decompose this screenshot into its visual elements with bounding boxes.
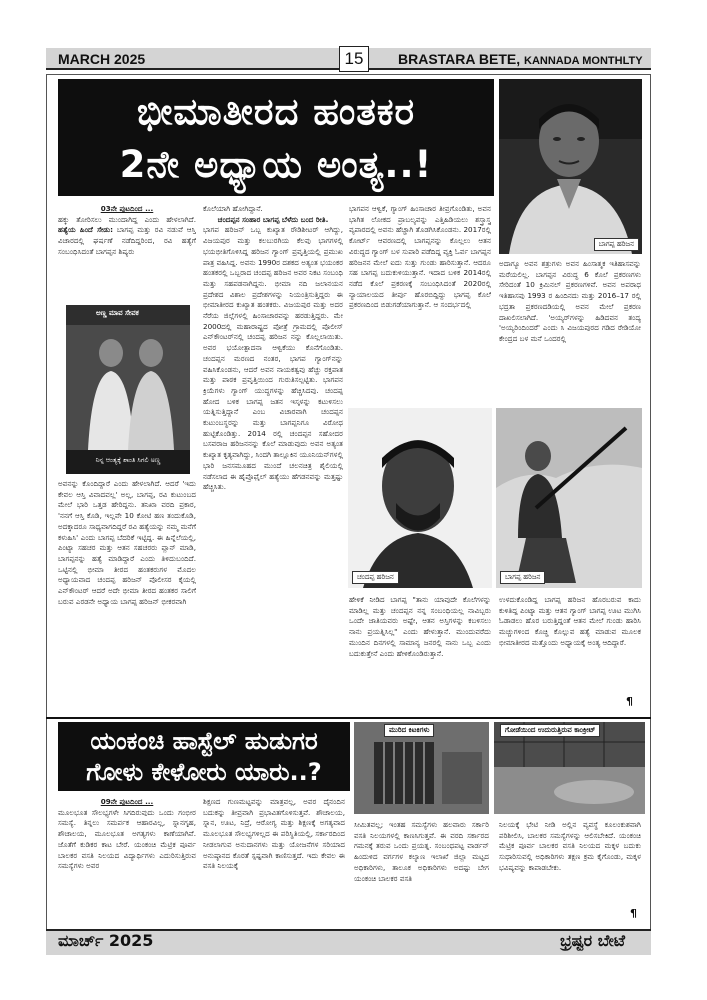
photo-bagappa-gun (496, 408, 642, 588)
hostel-photo1-caption: ಮುರಿದ ಕಿಟಕಿಗಳು (384, 724, 434, 737)
issue-date: MARCH 2025 (58, 51, 146, 67)
photo-chandappa-caption: ಚಂದಪ್ಪ ಹರಿಜನ (352, 571, 399, 584)
story1-end-mark: ¶ (626, 695, 633, 708)
story1-col4-bottom: ಉಳದುಕೊಂಡಿದ್ದ ಬಾಗಪ್ಪ ಹರಿಜನ ಹೊರಬರುವ ಕಾದು ಕುಳಿತಿದ್ದ ಪಿಂಟ್ಯಾ ಮತ್ತು ಆತನ ಗ್ಯಾಂಗ್ ಬಾಗಪ್ಪ ಊಟ ಮುಗಿಸಿ ಓಡಾಡಲು ಹೊರ ಬರುತ್ತಿದ್ದಂತೆ ಆತನ ಮೇಲೆ ಗುಂಡು ಹಾರಿಸಿ ಮಚ್ಚುಗಳಿಂದ ಕೊಚ್ಚಿ ಕೊಲ್ಲುವ ಹತ್ಯೆ ಮಾಡುವ ಮೂಲಕ ಭೀಮಾತೀರದ ಮತ್ತೊಂದು ಅಧ್ಯಾಯಕ್ಕೆ ಅಂತ್ಯ ಆದಿದ್ದಾರೆ. (499, 595, 641, 647)
hostel-photo-windows (354, 722, 489, 814)
story1-col2-intro: ಕೊಲೆಯಾಗಿ ಹೋಗಿದ್ದಾನೆ. (203, 204, 263, 213)
story1-col1-intro: ಹಕ್ಕು ತೋರಿಸಲು ಮುಂದಾಗಿದ್ದ ಎಂದು ಹೇಳಲಾಗಿದೆ. (58, 214, 196, 224)
magazine-subtitle: KANNADA MONTHLTY (524, 55, 643, 67)
hostel-photo2-caption: ಗೋಡೆಯಿಂದ ಉದುರುತ್ತಿರುವ ಕಾಂಕ್ರೀಟ್ (500, 724, 600, 737)
story1-headline-line1: ಭೀಮಾತೀರದ ಹಂತಕರ (136, 90, 416, 133)
inset-photo (66, 305, 190, 474)
photo-chandappa (348, 408, 492, 588)
portrait-image (499, 79, 642, 254)
story1-col2 (203, 204, 343, 715)
hostel-photo-wall (494, 722, 645, 814)
story1-col3-top: ಭಾಗಪನ ಆಳ್ವಿಕೆ, ಗ್ಯಾಂಗ್ ಹಿಂಸಾಚಾರ ತೀವ್ರಗೊಂಡಿತು, ಅವನ ಭಾಗಿತ ಲೋಕದ ಪ್ರಾಬಲ್ಯವನ್ನು ಎತ್ತಿಹಿಡಿಯಲು ಶಸ್ತ್ರಾಸ್ತ್ರ ವ್ಯಪಾರದಲ್ಲಿ ಅವನು ಹೆಚ್ಚಾಗಿ ತೊಡಗಿಸಿಕೊಂಡನು. 2017ರಲ್ಲಿ ಕೋರ್ಟ್ ಆವರಣದಲ್ಲಿ ಬಾಗಪ್ಪನನ್ನು ಕೊಲ್ಲಲು ಆತನ ವಿರುದ್ಧದ ಗ್ಯಾಂಗ್ ಬಳ ಸುಪಾರಿ ಪಡೆದಿದ್ದ ವ್ಯಕ್ತಿ ಓರ್ವ ಬಾಗಪ್ಪನ ಹರಿಜನನ ಮೇಲೆ ಐದು ಸುತ್ತು ಗುಂಡು ಹಾರಿಸುತ್ತಾನೆ. ಆದರೂ ಸಹ ಬಾಗಪ್ಪ ಬದುಕುಳಿಯುತ್ತಾನೆ. ಇದಾದ ಬಳಿಕ 2014ರಲ್ಲಿ ನಡೆದ ಕೊಲೆ ಪ್ರಕರಣಕ್ಕೆ ಸಂಬಂಧಿಸಿದಂತೆ 2020ರಲ್ಲಿ ನ್ಯಾಯಾಲಯದ ತೀರ್ಪು ಹೊರಬಿದ್ದಿದ್ದು ಭಾಗಪ್ಪ ಕೊಲೆ ಪ್ರಕರಣದಿಂದ ಬಿಡುಗಡೆಯಾಗುತ್ತಾನೆ. ಆ ಸಂದರ್ಭದಲ್ಲಿ (349, 204, 491, 310)
magazine-title: BRASTARA BETE, (398, 51, 521, 67)
story2-col1-body: ಮೂಲಭೂತ ಸೌಲಭ್ಯಗಳೇ ಸಿಗದಿರುವುದು ಒಂದು ಗಂಭೀರ ಸಮಸ್ಯೆ. ತಿನ್ನಲು ಸಮರ್ಪಕ ಆಹಾರವಿಲ್ಲ, ಸ್ನಾನಗೃಹ, ಶೌಚಾಲಯ, ಮೂಲಭೂತ ಅಗತ್ಯಗಳು ಕಾಣೆಯಾಗಿವೆ. ಜೊತೆಗೆ ಕುಡಿಕರ ಕಾಟ ಬೇರೆ. ಯಂಕಂಚಿ ಮೆಟ್ರಿಕ ಪೂರ್ವ ಬಾಲಕರ ವಸತಿ ನಿಲಯದ ವಿದ್ಯಾರ್ಥಿಗಳು ಎದುರಿಸುತ್ತಿರುವ ಸಮಸ್ಯೆಗಳು ಅವರ (58, 807, 196, 871)
inset-banner: ಅಣ್ಣ ಮಾವ ಸೇವಕ (96, 309, 139, 317)
story2-col3: ಸೀಮಿತವಲ್ಲ; ಇಂತಹ ಸಮಸ್ಯೆಗಳು ಹಲವಾರು ಸರ್ಕಾರಿ ವಸತಿ ನಿಲಯಗಳಲ್ಲಿ ಕಾಣಸಿಗುತ್ತವೆ. ಈ ವರದಿ ಸರ್ಕಾರದ ಗಮನಕ್ಕೆ ತರುವ ಒಂದು ಪ್ರಯತ್ನ. ಸಂಬಂಧಪಟ್ಟ ವಾರ್ಡನ್ ಹಿಂದುಳಿದ ವರ್ಗಗಳ ಕಲ್ಯಾಣ ಇಲಾಖೆ ಜಿಲ್ಲಾ ಮಟ್ಟದ ಅಧಿಕಾರಿಗಳು, ತಾಲೂಕ ಅಧಿಕಾರಿಗಳು ಅದಷ್ಟು ಬೇಗ ಯಂಕಂಚಿ ಬಾಲಕರ ವಸತಿ (354, 820, 489, 883)
story2-headline-line2: ಗೋಳು ಕೇಳೋರು ಯಾರು..? (86, 758, 322, 786)
story1-col3-bottom: ಹೇಳಿಕೆ ನೀಡಿದ ಬಾಗಪ್ಪ "ತಾನು ಯಾವುದೇ ಕೊಲೆಗಳನ್ನು ಮಾಡಿಲ್ಲ ಮತ್ತು ಚಂದಪ್ಪನ ನನ್ನ ಸಂಬಂಧಿಯಲ್ಲ ನಾವಿಬ್ಬರು ಒಂದೇ ಜಾತಿಯವರು ಅಷ್ಟೇ, ಆತನ ಅಸ್ತಿಗಳನ್ನು ಕಬಳಿಸಲು ನಾನು ಪ್ರಯತ್ನಿಸಿಲ್ಲ" ಎಂದು ಹೇಳುತ್ತಾನೆ. ಮುಂದುವರೆದು ಮುಂದಿನ ದಿನಗಳಲ್ಲಿ ಸಾಮಾನ್ಯ ಜನರಲ್ಲಿ ನಾನು ಒಬ್ಬ ಎಂದು ಬದುಕುತ್ತೇನೆ ಎಂದು ಹೇಳಿಕೊಂಡಿರುತ್ತಾನೆ. (349, 595, 491, 658)
chandappa-image (348, 408, 492, 588)
continued-from: 03ನೇ ಪುಟದಿಂದ ... (100, 204, 154, 213)
story1-subhead-revenge: ಹತ್ಯೆಯ ಹಿಂದೆ ಸೇಡು: (58, 225, 113, 235)
story2-col2: ಶಿಕ್ಷಣದ ಗುಣಮಟ್ಟವನ್ನು ಮಾತ್ರವಲ್ಲ, ಅವರ ದೈನಂದಿನ ಬದುಕನ್ನು ತೀವ್ರವಾಗಿ ಪ್ರಭಾವಿತಗೊಳಿಸುತ್ತವೆ. ಶೌಚಾಲಯ, ಸ್ನಾನ, ಊಟ, ನಿದ್ರೆ, ಆರೋಗ್ಯ ಮತ್ತು ಶಿಕ್ಷಣಕ್ಕೆ ಅಗತ್ಯವಾದ ಮೂಲಭೂತ ಸೌಲಭ್ಯಗಳಿಲ್ಲದ ಈ ಪರಿಸ್ಥಿತಿಯಲ್ಲಿ, ಸರ್ಕಾರದಿಂದ ನೀಡಲಾಗುವ ಅನುದಾನಗಳು ಮತ್ತು ಯೋಜನೆಗಳ ಸರಿಯಾದ ಅನುಷ್ಠಾನದ ಕೊರತೆ ಸ್ಪಷ್ಟವಾಗಿ ಕಾಣಿಸುತ್ತದೆ. ಇದು ಕೇವಲ ಈ ವಸತಿ ನಿಲಯಕ್ಕೆ (203, 797, 345, 871)
story1-col1-top (58, 204, 196, 308)
portrait-photo (499, 79, 642, 254)
story2-col1 (58, 797, 196, 927)
photo-bagappa-caption: ಬಾಗಪ್ಪ ಹರಿಜನ (500, 571, 545, 584)
story1-subhead-rise: ಚಂದಪ್ಪನ ಸಂಹಾರ ಬಾಗಪ್ಪ ಬೆಳೆದು ಬಂದ ರೀತಿ. (217, 214, 329, 224)
story2-col4: ನಿಲಯಕ್ಕೆ ಭೇಟಿ ನೀಡಿ ಅಲ್ಲಿನ ವ್ಯವಸ್ಥೆ ಕೂಲಂಕುಶವಾಗಿ ಪರಿಶೀಲಿಸಿ, ಬಾಲಕರ ಸಮಸ್ಯೆಗಳನ್ನು ಆಲಿಸಬೇಕಿದೆ. ಯಂಕಂಚಿ ಮೆಟ್ರಿಕ ಪೂರ್ವ ಬಾಲಕರ ವಸತಿ ನಿಲಯದ ಮಕ್ಕಳ ಬದುಕು ಸುಧಾರಿಸುವಲ್ಲಿ ಅಧಿಕಾರಿಗಳು ತಕ್ಷಣ ಕ್ರಮ ಕೈಗೊಂಡು, ಮಕ್ಕಳ ಭವಿಷ್ಯವನ್ನು ಕಾಪಾಡಬೇಕು. (499, 820, 641, 872)
story1-col2-body: ಭಾಗಪ ಹರಿಜನ್ ಒಬ್ಬ ಕುಖ್ಯಾತ ರೌಡಿಶೀಟರ್ ಆಗಿದ್ದು, ವಿಜಯಪುರ ಮತ್ತು ಕಲಬುರಗಿಯ ಕೆಲವು ಭಾಗಗಳಲ್ಲಿ ಭಯಭೀತಿಗೊಳಿಸಿದ್ದ ಹರಿಜನ ಗ್ಯಾಂಗ್ ಪ್ರವೃತ್ತಿಯಲ್ಲಿ ಪ್ರಮುಖ ಪಾತ್ರ ವಹಿಸಿದ್ದ. ಅವನು 1990ರ ದಶಕದ ಅತ್ಯಂತ ಭಯಂಕರ ಹಂತಕರಲ್ಲಿ ಒಬ್ಬರಾದ ಚಂದಪ್ಪ ಹರಿಜನ ಅವರ ನಿಕಟ ಸಂಬಂಧಿ ಮತ್ತು ಸಹಪಡನಾಗಿದ್ದನು. ಭೀಮಾ ನದಿ ಜಲಾನಯನ ಪ್ರದೇಶದ ವಿಶಾಲ ಪ್ರದೇಶಗಳನ್ನು ನಿಯಂತ್ರಿಸುತ್ತಿದ್ದರು ಈ ಭೀಮಾತೀರದ ಕುಖ್ಯಾತ ಹಂತಕರು. ವಿಜಯಪುರ ಮತ್ತು ಅದರ ನೆರೆಯ ಜಿಲ್ಲೆಗಳಲ್ಲಿ ಹಿಂಸಾಚಾರವನ್ನು ಹರಡುತ್ತಿದ್ದರು. ಮೇ 2000ದಲ್ಲಿ ಮಹಾರಾಷ್ಟ್ರದ ಪೋತ್ರೆ ಗ್ರಾಮದಲ್ಲಿ ಪೊಲೀಸ್ ಎನ್‌ಕೌಂಟರ್‌ನಲ್ಲಿ ಚಂದಪ್ಪ ಹರಿಜನ ನನ್ನು ಕೊಲ್ಲಲಾಯಿತು. ಅವರ ಭಯೋತ್ಪಾದನಾ ಆಳ್ವಿಕೆಯು ಕೊನೆಗೊಂಡಿತು. ಚಂದಪ್ಪನ ಮರಣದ ನಂತರ, ಭಾಗಪ ಗ್ಯಾಂಗ್‌ನನ್ನು ವಹಿಸಿಕೊಂಡನು, ಆದರೆ ಅವನ ನಾಯಕತ್ವವು ಹೆಚ್ಚು ರಕ್ತಪಾತ ಮತ್ತು ಪಾಠಕ ಪ್ರವೃತ್ತಿಯಿಂದ ಗುರುತಿಸಲ್ಪಟ್ಟಿತು. ಭಾಗಪನ ಕ್ರಿಯೆಗಳು ಗ್ಯಾಂಗ್ ಯುದ್ಧಗಳನ್ನು ಹೆಚ್ಚಿಸಿದವು. ಚಂದಪ್ಪ ಹೋದ ಬಳಿಕ ಬಾಗಪ್ಪ ಜತನ ಇಸ್ಕಳನ್ನು ಕಟುಳಿಸಲು ಯತ್ನಿಸುತ್ತಿದ್ದಾನೆ ಎಂಬ ವಿಚಾರವಾಗಿ ಚಂದಪ್ಪನ ಕುಟುಂಬಸ್ಥರನ್ನು ಮತ್ತು ಬಾಗಪ್ಪನಿಗೂ ವಿರೋಧ ಹುಟ್ಟಿಕೊಂಡಿತ್ತು. 2014 ರಲ್ಲಿ ಚಂದಪ್ಪನ ಸಹೋದರ ಬಸವರಾಜ ಹರಿಜನನನ್ನು ಕೊಲೆ ಮಾಡುವುದು ಅವನ ಅತ್ಯಂತ ಕುಖ್ಯಾತ ಕೃತ್ಯವಾಗಿದ್ದು, ಸಿಂದಗಿ ತಾಲ್ಲೂಕಿನ ಯೂನಿಯನ್‌ಗಳಲ್ಲಿ ಭಾರಿ ಜನಸಮೂಹದ ಮುಂದೆ ಚಲನಚಿತ್ರ ಶೈಲಿಯಲ್ಲಿ ನಡೆಸಲಾದ ಈ ಹೈಪ್ರೊಫೈಲ್ ಹತ್ಯೆಯು ಹೆಗಡನವನ್ನು ಮತ್ತಷ್ಟು ಹೆಚ್ಚಿಸಿತು. (203, 225, 343, 492)
story2-headline (58, 722, 350, 791)
footer-month: ಮಾರ್ಚ್ 2025 (58, 931, 154, 950)
story2-continued-from: 09ನೇ ಪುಟದಿಂದ ... (100, 797, 154, 806)
story1-col1-body: ಬಾಗಪ್ಪ ಮತ್ತು ರವಿ ನಡುವೆ ಆಸ್ತಿ ವಿಚಾರದಲ್ಲಿ ಘರ್ಷಣೆ ನಡೆದಿದ್ದರಿಂದ, ರವಿ ಹತ್ಯೆಗೆ ಸಂಬಂಧಿಸಿದಂತೆ ಬಾಗಪ್ಪನ ಶಿಷ್ಯರು (58, 225, 196, 256)
story1-col4-top: ಅದಾಗ್ಯೂ ಅವನ ಶತ್ರುಗಳು ಅವನ ಹಿಂಸಾತ್ಮಕ ಇತಿಹಾಸವನ್ನು ಮರೆಯಲಿಲ್ಲ. ಬಾಗಪ್ಪನ ವಿರುದ್ಧ 6 ಕೊಲೆ ಪ್ರಕರಣಗಳು ಸೇರಿದಂತೆ 10 ಕ್ರಿಮಿನಲ್ ಪ್ರಕರಣಗಳಿವೆ. ಅವನ ಅಪರಾಧ ಇತಿಹಾಸವು 1993 ರ ಹಿಂದಿನದು ಮತ್ತು 2016–17 ರಲ್ಲಿ ಭದ್ರತಾ ಪ್ರಕರಣದಡಿಯಲ್ಲಿ ಅವನ ಮೇಲೆ ಪ್ರಕರಣ ದಾಖಲಿಸಲಾಗಿದೆ. 'ಅಯ್ಯರ್‌ಗಳನ್ನು ಹಿಡಿದವನ ತಂದ್ಯ 'ಅಯ್ಯರಿಂದಿಂದರೆ' ಎಂದು ಸಿ ವಿಜಯಪುರದ ಗಡಿದ ರೇಡಿಯೋ ಕೇಂದ್ರದ ಬಳ ಮನೆ ಒಂದರಲ್ಲಿ (499, 259, 641, 343)
story2-end-mark: ¶ (630, 907, 637, 920)
story1-col1-bottom: ಅವನನ್ನು ಕೊಂದಿದ್ದಾರೆ ಎಂದು ಹೇಳಲಾಗಿದೆ. ಆದರೆ 'ಇದು ಕೇವಲ ಆಸ್ತಿ ವಿವಾದವಲ್ಲ' ಅಲ್ಲ, ಬಾಗಪ್ಪ, ರವಿ ಕುಟುಂಬದ ಮೇಲೆ ಭಾರಿ ಒತ್ತಡ ಹೇರಿದ್ದನು. ತನಿಖಾ ವರದಿ ಪ್ರಕಾರ, 'ನನಗೆ ಆಸ್ತಿ ಕೊಡಿ, ಇಲ್ಲವೇ 10 ಕೋಟಿ ಹಣ ತಂದುಕೊಡಿ, ಅದಕ್ಕಾದರೂ ಸಾಧ್ಯವಾಗದಿದ್ದರೆ ರವಿ ಹತ್ಯೆಯನ್ನು ನಮ್ಮ ಮನೆಗೆ ಕಳುಹಿಸಿ' ಎಂದು ಬಾಗಪ್ಪ ಬೆದರಿಕೆ ಇಟ್ಟಿದ್ದ. ಈ ಹಿನ್ನೆಲೆಯಲ್ಲಿ, ಪಿಂಟ್ಯಾ ಸಹಚರ ಮತ್ತು ಆತನ ಸಹಚರರು ಪ್ಲಾನ್ ಮಾಡಿ, ಬಾಗಪ್ಪನನ್ನು ಹತ್ಯೆ ಮಾಡಿದ್ದಾರೆ ಎಂದು ತಿಳಿದುಬಂದಿದೆ. ಒಟ್ಟಿನಲ್ಲಿ ಭೀಮಾ ತೀರದ ಹಂತಕರುಗಳ ಮೊದಲ ಅಧ್ಯಾಯವಾದ ಚಂದಪ್ಪ ಹರಿಜನ್ ಪೊಲೀಸರ ಕೈಯಲ್ಲಿ ಎನ್‌ಕೌಂಟರ್ ಆದರೆ ಅದೇ ಭೀಮಾ ತೀರದ ಹಂತಕರ ಸಾಲಿಗೆ ಬರುವ ಎರಡನೇ ಅಧ್ಯಾಯ ಬಾಗಪ್ಪ ಹರಿಜನ್ ಭೀಕರವಾಗಿ (58, 479, 196, 606)
story1-headline-line2: 2ನೇ ಅಧ್ಯಾಯ ಅಂತ್ಯ..! (119, 143, 433, 186)
inset-caption: ನಿನ್ನ ಆಂತ್ಯಕ್ಕೆ ಶಾಂತಿ ಸಿಗಲಿ ಅಣ್ಣ (95, 456, 161, 464)
story2-headline-line1: ಯಂಕಂಚಿ ಹಾಸ್ಟೆಲ್ ಹುಡುಗರ (90, 727, 318, 755)
story1-headline (58, 79, 494, 196)
footer-title: ಭ್ರಷ್ಟರ ಬೇಟೆ (560, 931, 625, 950)
inset-photo-image (66, 305, 190, 474)
magazine-name (398, 51, 643, 67)
bagappa-gun-image (496, 408, 642, 588)
page-number: 15 (339, 46, 369, 72)
portrait-caption: ಬಾಗಪ್ಪ ಹರಿಜನ (594, 238, 639, 251)
story-divider (46, 717, 651, 719)
